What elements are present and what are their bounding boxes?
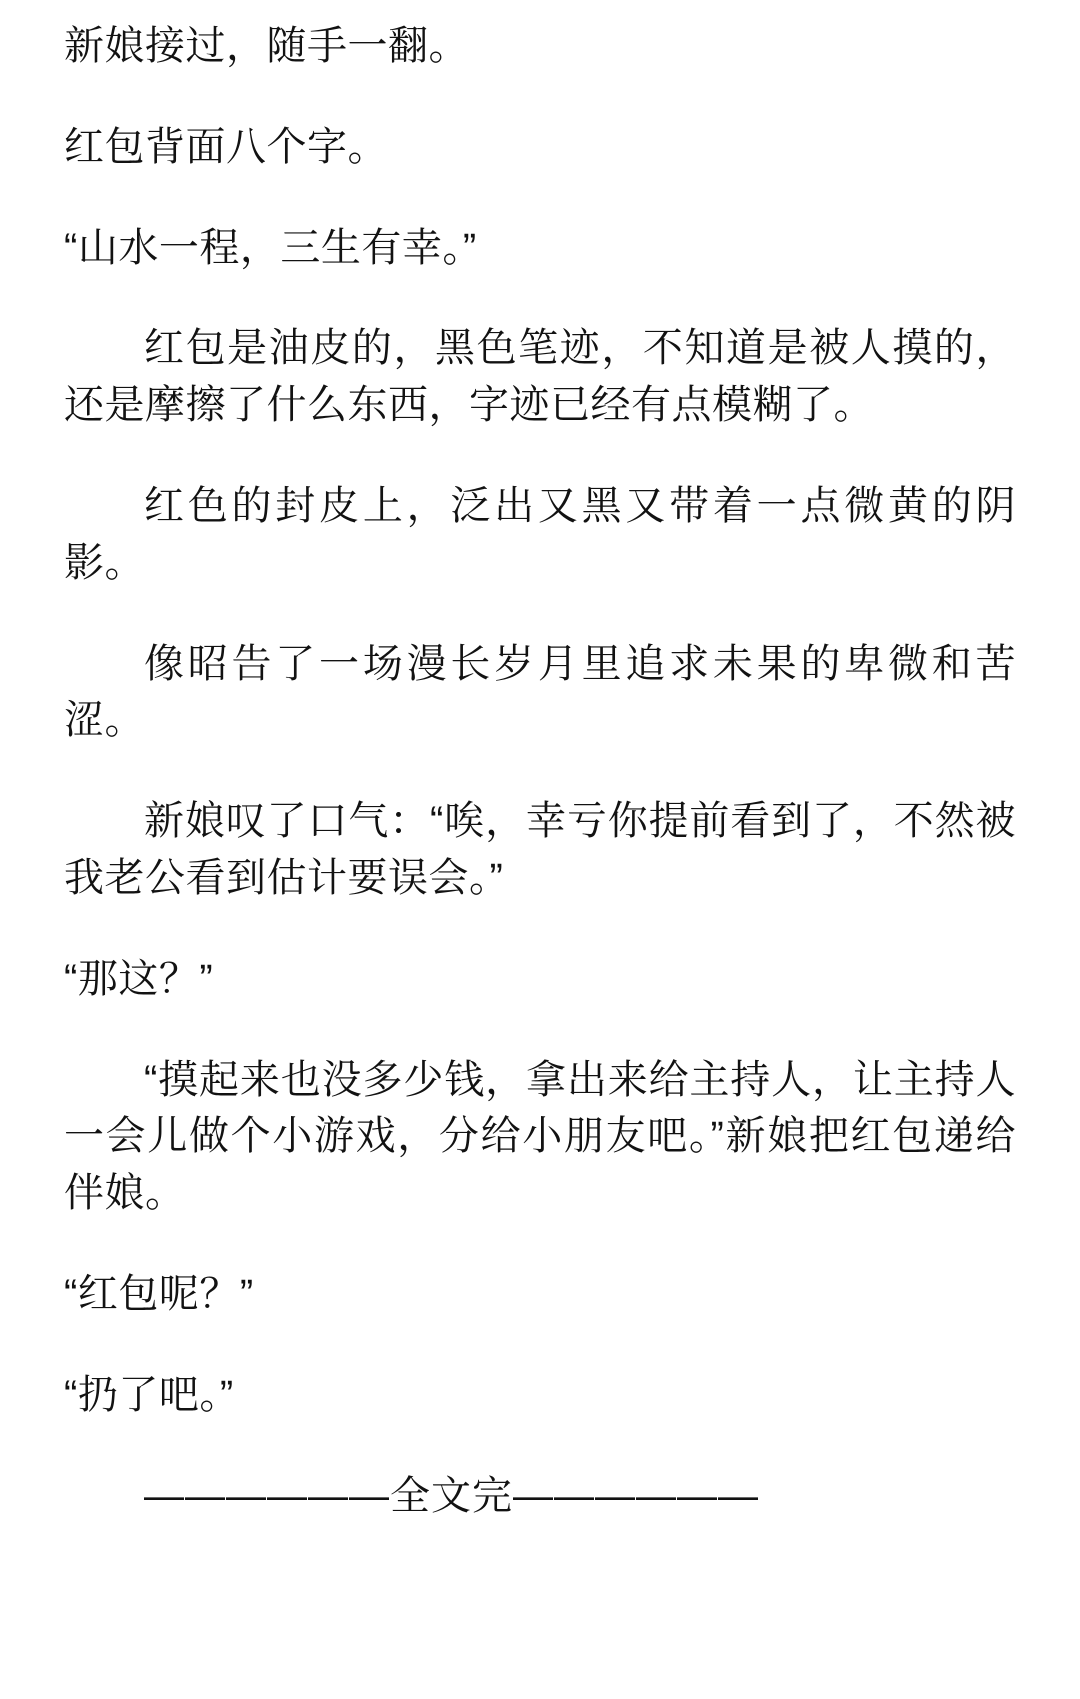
paragraph: 新娘接过，随手一翻。 (64, 24, 469, 68)
paragraph: 红包是油皮的，黑色笔迹，不知道是被人摸的，还是摩擦了什么东西，字迹已经有点模糊了。 (64, 326, 1016, 428)
paragraph: 红包背面八个字。 (64, 124, 388, 169)
paragraph: 新娘叹了口气：“唉，幸亏你提前看到了，不然被我老公看到估计要误会。” (64, 799, 1016, 900)
paragraph: “山水一程，三生有幸。” (64, 225, 477, 270)
paragraph: “红包呢？” (64, 1271, 254, 1316)
story-text-body (64, 18, 1016, 1524)
paragraph: “那这？” (64, 956, 214, 1001)
paragraph: “扔了吧。” (64, 1372, 234, 1417)
paragraph: 像昭告了一场漫长岁月里追求未果的卑微和苦涩。 (64, 641, 1016, 743)
paragraph: 红色的封皮上，泛出又黑又带着一点微黄的阴影。 (64, 483, 1016, 585)
paragraph: “摸起来也没多少钱，拿出来给主持人，让主持人一会儿做个小游戏，分给小朋友吧。”新娘把红包递给伴娘。 (64, 1057, 1016, 1216)
end-of-text-marker: ——————全文完—————— (144, 1473, 759, 1518)
